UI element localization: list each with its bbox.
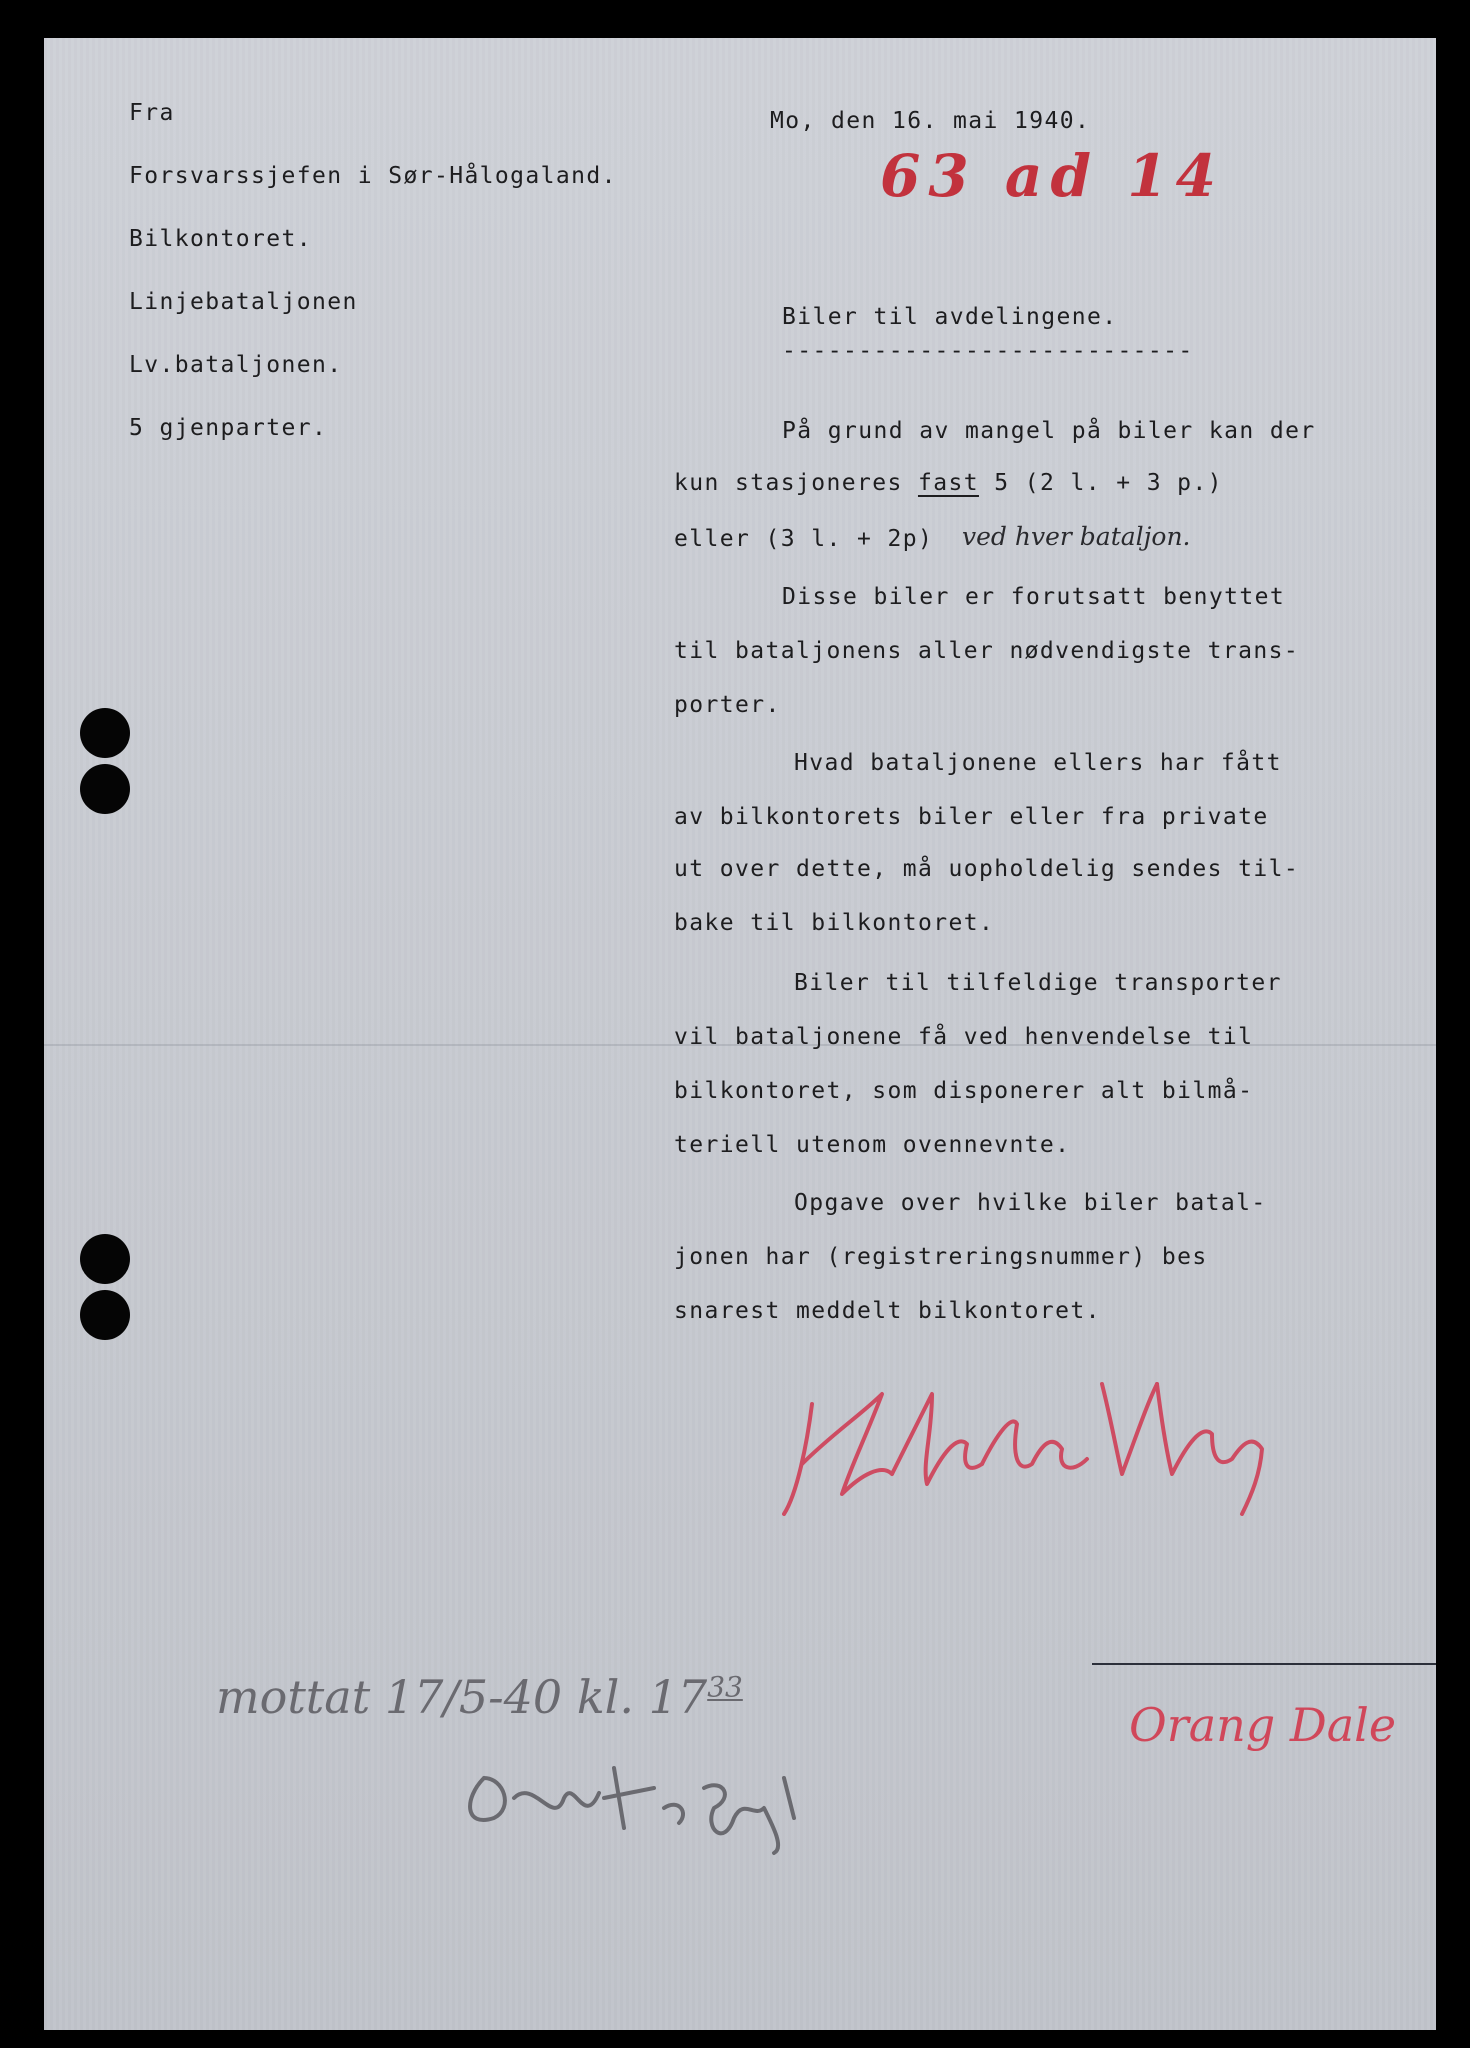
body-line: Disse biler er forutsatt benyttet [782, 584, 1286, 610]
body-line: Biler til tilfeldige transporter [794, 970, 1282, 996]
sender: Forsvarssjefen i Sør-Hålogaland. [129, 163, 617, 189]
body-line: bilkontoret, som disponerer alt bilmå- [674, 1078, 1254, 1104]
punch-hole-icon [80, 1234, 130, 1284]
recipient-line-1: Linjebataljonen [129, 289, 358, 315]
initials-pencil [454, 1738, 834, 1858]
emphasis-fast: fast [917, 470, 979, 496]
body-line: På grund av mangel på biler kan der [782, 418, 1316, 444]
body-line: vil bataljonene få ved henvendelse til [674, 1024, 1254, 1050]
body-line: eller (3 l. + 2p) [674, 526, 934, 552]
from-label: Fra [129, 100, 175, 126]
body-line: teriell utenom ovennevnte. [674, 1132, 1071, 1158]
body-line: ut over dette, må uopholdelig sendes til- [674, 856, 1300, 882]
body-line: snarest meddelt bilkontoret. [674, 1298, 1101, 1324]
signature-line [1092, 1663, 1436, 1665]
body-line: av bilkontorets biler eller fra private [674, 804, 1269, 830]
body-line: bake til bilkontoret. [674, 910, 995, 936]
body-line: til bataljonens aller nødvendigste trans- [674, 638, 1300, 664]
body-line: porter. [674, 692, 781, 718]
subject-title: Biler til avdelingene. [782, 304, 1118, 330]
reference-number-handwritten: 63 ad 14 [880, 142, 1224, 210]
received-note: mottat 17/5-40 kl. $17^{33}$ [216, 1670, 743, 1724]
recipient-line-2: Lv.bataljonen. [129, 352, 343, 378]
punch-hole-icon [80, 1290, 130, 1340]
punch-hole-icon [80, 708, 130, 758]
body-line: kun stasjoneres fast 5 (2 l. + 3 p.) [674, 470, 1223, 496]
copies-note: 5 gjenparter. [129, 415, 328, 441]
signature-red [772, 1324, 1292, 1554]
letter-page [44, 38, 1436, 2030]
body-line: jonen har (registreringsnummer) bes [674, 1244, 1208, 1270]
body-line: Opgave over hvilke biler batal- [794, 1190, 1267, 1216]
office: Bilkontoret. [129, 226, 312, 252]
letter-date: Mo, den 16. mai 1940. [770, 108, 1091, 134]
subject-underline: --------------------------- [782, 338, 1194, 364]
punch-hole-icon [80, 764, 130, 814]
body-line: Hvad bataljonene ellers har fått [794, 750, 1282, 776]
handwritten-insertion: ved hver bataljon. [962, 522, 1191, 551]
handwritten-name: Orang Dale [1129, 1698, 1397, 1752]
